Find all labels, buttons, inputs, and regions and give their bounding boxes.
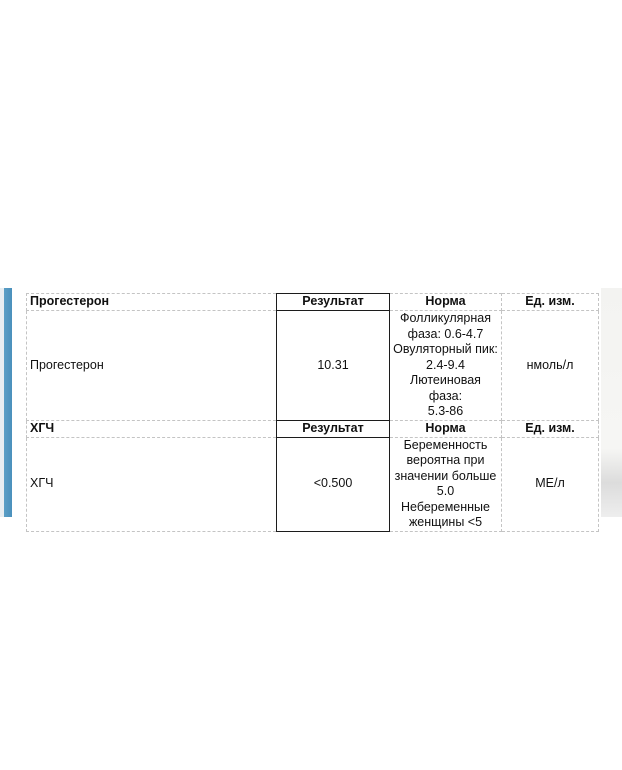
result-value: <0.500 xyxy=(277,437,390,531)
reference-line: 2.4-9.4 xyxy=(426,357,465,372)
reference-line: женщины <5 xyxy=(408,515,483,529)
lab-results-sheet xyxy=(12,288,601,529)
reference-line: фаза: 0.6-4.7 xyxy=(407,326,484,341)
reference-range xyxy=(390,311,502,421)
test-name: Прогестерон xyxy=(27,311,277,421)
reference-line: Лютеиновая фаза: xyxy=(410,373,481,403)
test-name: ХГЧ xyxy=(27,437,277,531)
section-header-hcg xyxy=(27,420,599,437)
reference-line: Беременность xyxy=(403,437,488,452)
result-column-header: Результат xyxy=(277,420,390,437)
table-row-progesterone xyxy=(27,311,599,421)
reference-line: 5.3-86 xyxy=(427,404,464,418)
reference-line: вероятна при xyxy=(406,453,485,467)
reference-line: Небеременные xyxy=(400,499,490,514)
norm-column-header: Норма xyxy=(390,420,502,437)
result-value: 10.31 xyxy=(277,311,390,421)
section-header-progesterone xyxy=(27,294,599,311)
unit-column-header: Ед. изм. xyxy=(502,420,599,437)
table-row-hcg xyxy=(27,437,599,531)
section-title: ХГЧ xyxy=(27,420,277,437)
left-background-edge xyxy=(0,288,12,517)
unit-value: нмоль/л xyxy=(502,311,599,421)
reference-line: Фолликулярная xyxy=(400,311,491,325)
unit-column-header: Ед. изм. xyxy=(502,294,599,311)
unit-value: МЕ/л xyxy=(502,437,599,531)
section-title: Прогестерон xyxy=(27,294,277,311)
reference-line: 5.0 xyxy=(436,484,455,498)
lab-results-table xyxy=(26,293,599,532)
reference-line: значении больше xyxy=(394,468,497,483)
reference-range xyxy=(390,437,502,531)
reference-line: Овуляторный пик: xyxy=(393,342,498,356)
right-background-edge xyxy=(601,288,622,517)
result-column-header: Результат xyxy=(277,294,390,311)
norm-column-header: Норма xyxy=(390,294,502,311)
